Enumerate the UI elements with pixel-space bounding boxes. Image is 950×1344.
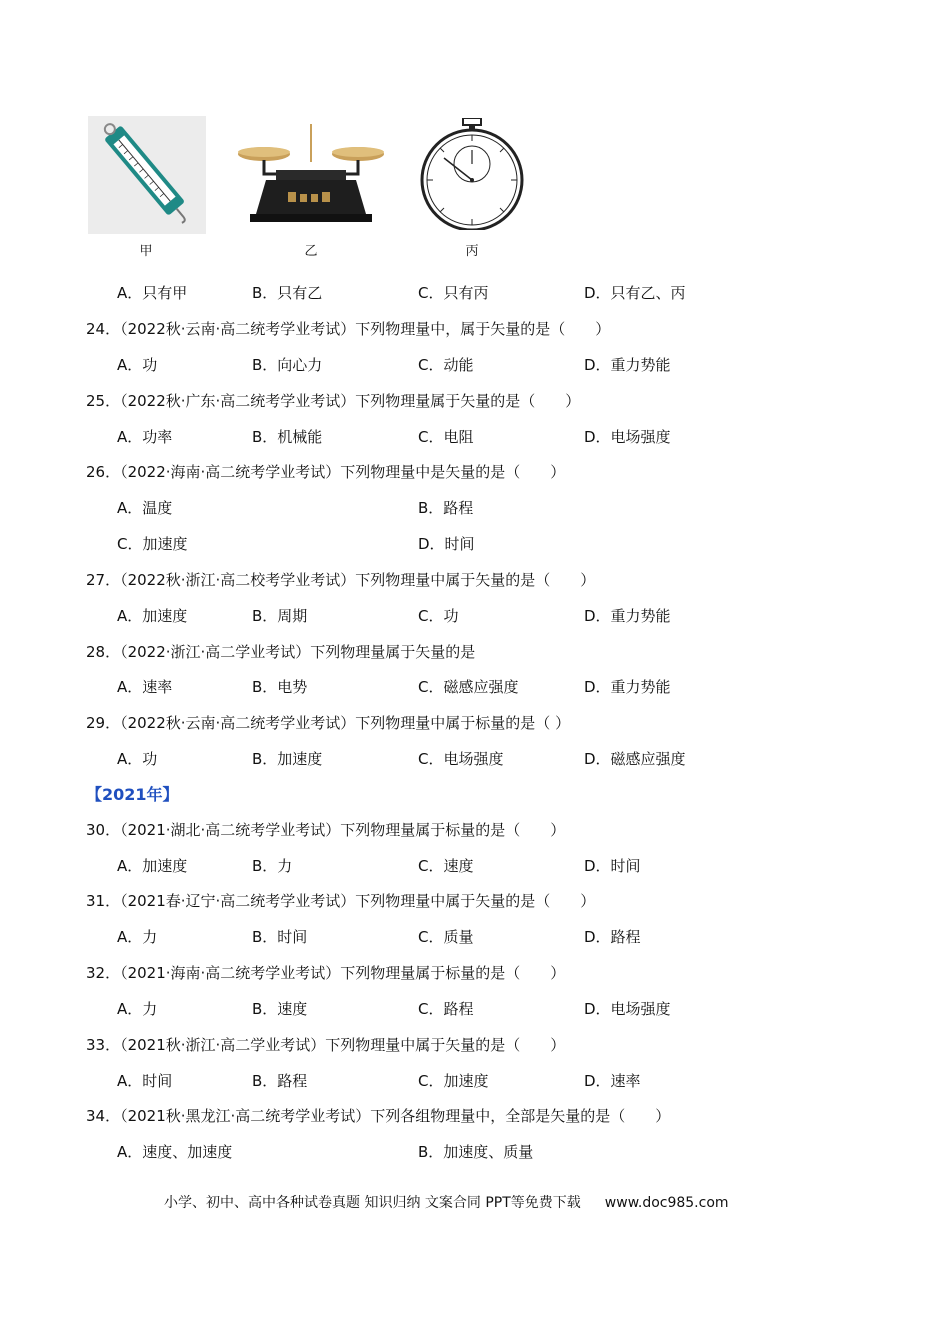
q23-option-a: A．只有甲 <box>117 284 188 302</box>
option-d: D．重力势能 <box>584 678 671 696</box>
option-c: C．动能 <box>418 356 474 374</box>
option-b: B．电势 <box>252 678 308 696</box>
figure-label-bing: 丙 <box>465 244 479 259</box>
option-d: D．重力势能 <box>584 607 671 625</box>
option-c: C．电阻 <box>418 428 474 446</box>
question-stem: 27．（2022秋·浙江·高二校考学业考试）下列物理量中属于矢量的是（ ） <box>86 571 596 589</box>
option-b: B．加速度 <box>252 750 323 768</box>
option-a: A．功率 <box>117 428 173 446</box>
option-a: A．速率 <box>117 678 173 696</box>
option-d: D．路程 <box>584 928 641 946</box>
question-stem: 26．（2022·海南·高二统考学业考试）下列物理量中是矢量的是（ ） <box>86 463 566 481</box>
question-stem: 29．（2022秋·云南·高二统考学业考试）下列物理量中属于标量的是（ ） <box>86 714 571 732</box>
option-c: C．功 <box>418 607 459 625</box>
question-stem: 30．（2021·湖北·高二统考学业考试）下列物理量属于标量的是（ ） <box>86 821 566 839</box>
option-d: D．磁感应强度 <box>584 750 686 768</box>
year-heading: 【2021年】 <box>86 785 179 804</box>
option-d: D．时间 <box>584 857 641 875</box>
option-d: D．电场强度 <box>584 428 671 446</box>
option-a: A．力 <box>117 1000 158 1018</box>
option-a: A．时间 <box>117 1072 173 1090</box>
question-stem: 28．（2022·浙江·高二学业考试）下列物理量属于矢量的是 <box>86 643 476 661</box>
option-d: D．时间 <box>418 535 475 553</box>
option-a: A．功 <box>117 750 158 768</box>
option-b: B．周期 <box>252 607 308 625</box>
option-c: C．加速度 <box>418 1072 489 1090</box>
option-b: B．时间 <box>252 928 308 946</box>
option-a: A．功 <box>117 356 158 374</box>
footer-text: 小学、初中、高中各种试卷真题 知识归纳 文案合同 PPT等免费下载 <box>164 1195 581 1211</box>
option-b: B．路程 <box>252 1072 308 1090</box>
option-b: B．向心力 <box>252 356 323 374</box>
q23-option-d: D．只有乙、丙 <box>584 284 686 302</box>
question-stem: 33．（2021秋·浙江·高二学业考试）下列物理量中属于矢量的是（ ） <box>86 1036 566 1054</box>
footer-url[interactable]: www.doc985.com <box>604 1195 729 1211</box>
option-b: B．路程 <box>418 499 474 517</box>
spring-scale-image <box>88 116 206 234</box>
option-a: A．温度 <box>117 499 173 517</box>
option-c: C．路程 <box>418 1000 474 1018</box>
option-d: D．速率 <box>584 1072 641 1090</box>
option-c: C．质量 <box>418 928 474 946</box>
figure-label-yi: 乙 <box>304 244 318 259</box>
stopwatch-image <box>418 118 526 230</box>
question-stem: 32．（2021·海南·高二统考学业考试）下列物理量属于标量的是（ ） <box>86 964 566 982</box>
option-b: B．速度 <box>252 1000 308 1018</box>
question-stem: 34．（2021秋·黑龙江·高二统考学业考试）下列各组物理量中，全部是矢量的是（ ） <box>86 1107 671 1125</box>
question-stem: 31．（2021春·辽宁·高二统考学业考试）下列物理量中属于矢量的是（ ） <box>86 892 596 910</box>
balance-scale-image <box>236 122 386 226</box>
q23-option-b: B．只有乙 <box>252 284 323 302</box>
option-c: C．加速度 <box>117 535 188 553</box>
q23-option-c: C．只有丙 <box>418 284 489 302</box>
option-b: B．机械能 <box>252 428 323 446</box>
page-footer <box>164 1192 729 1212</box>
option-c: C．电场强度 <box>418 750 504 768</box>
option-a: A．加速度 <box>117 857 188 875</box>
option-d: D．电场强度 <box>584 1000 671 1018</box>
option-c: C．磁感应强度 <box>418 678 519 696</box>
option-a: A．加速度 <box>117 607 188 625</box>
option-c: C．速度 <box>418 857 474 875</box>
question-stem: 25．（2022秋·广东·高二统考学业考试）下列物理量属于矢量的是（ ） <box>86 392 581 410</box>
option-b: B．加速度、质量 <box>418 1143 534 1161</box>
option-b: B．力 <box>252 857 293 875</box>
option-a: A．力 <box>117 928 158 946</box>
figure-label-jia: 甲 <box>139 244 153 259</box>
option-a: A．速度、加速度 <box>117 1143 233 1161</box>
question-stem: 24．（2022秋·云南·高二统考学业考试）下列物理量中，属于矢量的是（ ） <box>86 320 611 338</box>
option-d: D．重力势能 <box>584 356 671 374</box>
